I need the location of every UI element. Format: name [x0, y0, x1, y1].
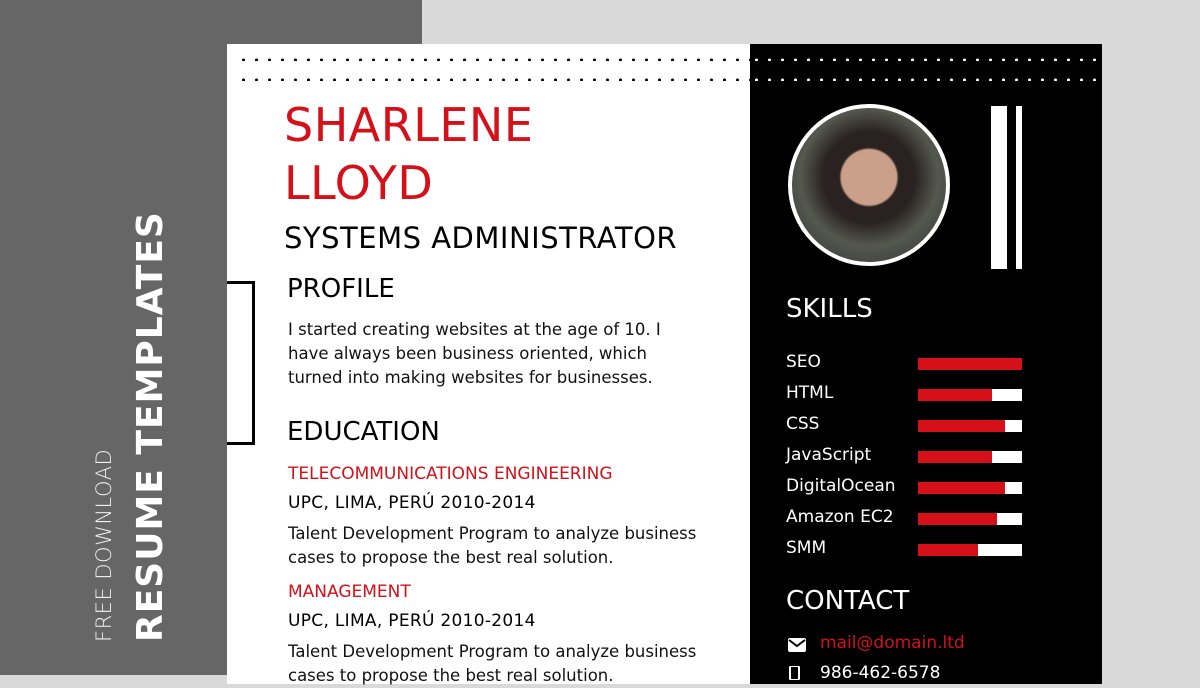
skill-bar	[918, 389, 1022, 401]
skill-bar-fill	[918, 389, 992, 401]
banner-resume-templates: RESUME TEMPLATES	[130, 211, 171, 642]
skill-bar	[918, 544, 1022, 556]
contact-email[interactable]: mail@domain.ltd	[820, 633, 965, 653]
skill-bar-fill	[918, 482, 1005, 494]
skill-bar	[918, 513, 1022, 525]
edu-school: UPC, LIMA, PERÚ 2010-2014	[288, 611, 536, 631]
skill-row	[786, 538, 1066, 560]
skill-name: SMM	[786, 538, 827, 558]
skill-name: CSS	[786, 414, 820, 434]
decor-bar	[1016, 106, 1022, 269]
skill-bar	[918, 420, 1022, 432]
skill-row	[786, 383, 1066, 405]
skill-bar-fill	[918, 544, 978, 556]
skill-row	[786, 352, 1066, 374]
edu-desc: Talent Development Program to analyze business cases to propose the best real solution.	[288, 524, 697, 567]
edu-desc: Talent Development Program to analyze business cases to propose the best real solution.	[288, 642, 697, 685]
skill-name: JavaScript	[786, 445, 872, 465]
skill-name: DigitalOcean	[786, 476, 896, 496]
skill-row	[786, 445, 1066, 467]
profile-photo	[788, 104, 950, 266]
skill-bar-fill	[918, 420, 1005, 432]
skill-name: HTML	[786, 383, 834, 403]
skill-bar-fill	[918, 513, 997, 525]
edu-degree: MANAGEMENT	[288, 582, 411, 602]
skill-bar-fill	[918, 358, 1022, 370]
skill-bar	[918, 482, 1022, 494]
skill-row	[786, 476, 1066, 498]
profile-text: I started creating websites at the age of 10. I have always been business oriented, which turned into making websites for businesses.	[288, 320, 661, 387]
skill-bar-fill	[918, 451, 992, 463]
skill-bar	[918, 358, 1022, 370]
skill-name: SEO	[786, 352, 821, 372]
education-heading: EDUCATION	[287, 417, 440, 447]
skill-name: Amazon EC2	[786, 507, 894, 527]
sidebar-content	[750, 44, 1102, 684]
job-title: SYSTEMS ADMINISTRATOR	[284, 221, 678, 255]
skills-heading: SKILLS	[786, 294, 873, 324]
bracket-decoration	[227, 281, 255, 445]
banner-free-download: FREE DOWNLOAD	[92, 448, 116, 642]
phone-icon	[788, 666, 806, 680]
skill-row	[786, 507, 1066, 529]
candidate-name: SHARLENE LLOYD	[284, 98, 534, 210]
contact-phone: 986-462-6578	[820, 663, 941, 683]
contact-heading: CONTACT	[786, 586, 910, 616]
skill-row	[786, 414, 1066, 436]
profile-heading: PROFILE	[287, 274, 395, 304]
edu-school: UPC, LIMA, PERÚ 2010-2014	[288, 493, 536, 513]
mail-icon	[788, 638, 806, 652]
decor-bar	[991, 106, 1007, 269]
edu-degree: TELECOMMUNICATIONS ENGINEERING	[288, 464, 613, 484]
skill-bar	[918, 451, 1022, 463]
resume-page	[227, 44, 1102, 684]
